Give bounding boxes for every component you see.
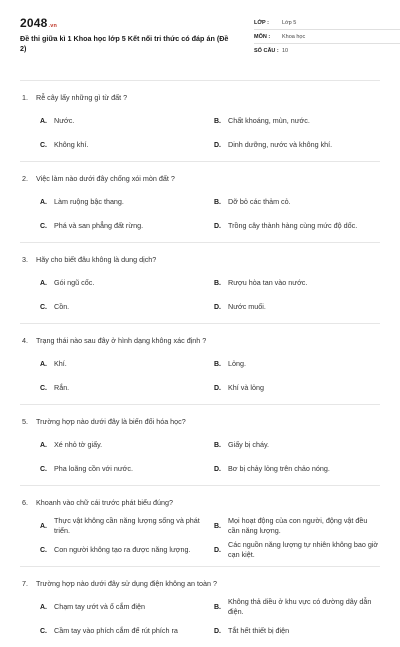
question-item xyxy=(20,242,380,323)
question-stem xyxy=(22,496,380,508)
option-letter: D. xyxy=(214,303,221,311)
option-letter: C. xyxy=(40,465,47,473)
option-text: Cồn. xyxy=(54,302,70,311)
answer-option[interactable] xyxy=(40,109,214,133)
exam-meta-table xyxy=(254,16,400,58)
option-text: Khí. xyxy=(54,359,67,368)
option-text: Không thả diều ở khu vực có đường dây dẫn điện. xyxy=(228,597,372,616)
option-text: Cầm tay vào phích cắm để rút phích ra xyxy=(54,626,178,635)
answer-option[interactable] xyxy=(40,214,214,238)
question-stem xyxy=(22,334,380,346)
meta-key: LỚP : xyxy=(254,19,269,26)
meta-row-subject xyxy=(254,30,400,44)
option-text: Thực vật không cần năng lượng sống và phát triển. xyxy=(54,516,200,535)
question-text: Hãy cho biết đâu không là dung dịch? xyxy=(36,254,157,264)
option-text: Lỏng. xyxy=(228,359,246,368)
question-item xyxy=(20,80,380,161)
option-letter: B. xyxy=(214,117,221,125)
option-text: Nước muối. xyxy=(228,302,266,311)
question-text: Trạng thái nào sau đây ở hình dạng không xác định ? xyxy=(36,335,207,345)
logo-suffix: .vn xyxy=(48,23,58,29)
option-text: Con người không tạo ra được năng lượng. xyxy=(54,545,191,554)
answer-option[interactable] xyxy=(40,190,214,214)
answer-option[interactable] xyxy=(40,271,214,295)
option-letter: A. xyxy=(40,603,47,611)
option-text: Không khí. xyxy=(54,140,89,149)
option-text: Rắn. xyxy=(54,383,70,392)
option-text: Tắt hết thiết bị điện xyxy=(228,626,290,635)
question-text: Trường hợp nào dưới đây là biến đổi hóa học? xyxy=(36,416,186,426)
question-number: 4. xyxy=(22,335,28,345)
answer-options xyxy=(40,184,380,242)
option-letter: D. xyxy=(214,141,221,149)
option-letter: D. xyxy=(214,546,221,554)
question-stem xyxy=(22,577,380,589)
option-text: Các nguồn năng lượng tự nhiên không bao giờ cạn kiệt. xyxy=(228,540,379,559)
answer-option[interactable] xyxy=(40,433,214,457)
question-item xyxy=(20,566,380,647)
question-item xyxy=(20,323,380,404)
answer-option[interactable] xyxy=(214,109,388,133)
answer-option[interactable] xyxy=(40,514,214,538)
meta-value: 10 xyxy=(282,48,289,54)
answer-options xyxy=(40,508,380,566)
option-letter: A. xyxy=(40,117,47,125)
option-text: Phá và san phẳng đất rừng. xyxy=(54,221,144,230)
option-text: Khí và lỏng xyxy=(228,383,264,392)
answer-options xyxy=(40,589,380,647)
meta-row-count xyxy=(254,44,400,58)
site-logo[interactable] xyxy=(20,16,57,30)
option-letter: B. xyxy=(214,603,221,611)
meta-value: Khoa học xyxy=(282,33,306,40)
option-letter: D. xyxy=(214,465,221,473)
answer-option[interactable] xyxy=(214,133,388,157)
option-letter: B. xyxy=(214,441,221,449)
question-stem xyxy=(22,415,380,427)
answer-option[interactable] xyxy=(40,376,214,400)
answer-option[interactable] xyxy=(214,295,388,319)
meta-value: Lớp 5 xyxy=(282,19,297,26)
question-item xyxy=(20,404,380,485)
option-letter: C. xyxy=(40,627,47,635)
answer-option[interactable] xyxy=(40,295,214,319)
option-text: Làm ruộng bậc thang. xyxy=(54,197,124,206)
answer-options xyxy=(40,103,380,161)
question-text: Rễ cây lấy những gì từ đất ? xyxy=(36,92,128,102)
page-header xyxy=(20,16,380,74)
option-letter: D. xyxy=(214,222,221,230)
option-text: Dỡ bỏ các thảm cỏ. xyxy=(228,197,291,206)
option-letter: C. xyxy=(40,546,47,554)
meta-row-grade xyxy=(254,16,400,30)
option-text: Rượu hòa tan vào nước. xyxy=(228,278,308,287)
option-letter: A. xyxy=(40,198,47,206)
answer-option[interactable] xyxy=(214,595,388,619)
answer-option[interactable] xyxy=(214,214,388,238)
answer-option[interactable] xyxy=(214,619,388,643)
option-letter: A. xyxy=(40,279,47,287)
answer-option[interactable] xyxy=(214,514,388,538)
question-number: 6. xyxy=(22,497,28,507)
question-text: Trường hợp nào dưới đây sử dụng điện không an toàn ? xyxy=(36,578,217,588)
meta-key: MÔN : xyxy=(254,33,271,40)
option-letter: B. xyxy=(214,198,221,206)
page-title: Đề thi giữa kì 1 Khoa học lớp 5 Kết nối tri thức có đáp án (Đề 2) xyxy=(20,34,229,53)
answer-option[interactable] xyxy=(40,595,214,619)
option-letter: A. xyxy=(40,441,47,449)
answer-option[interactable] xyxy=(214,538,388,562)
option-letter: D. xyxy=(214,627,221,635)
answer-option[interactable] xyxy=(40,538,214,562)
option-letter: C. xyxy=(40,141,47,149)
question-stem xyxy=(22,91,380,103)
answer-option[interactable] xyxy=(214,271,388,295)
option-letter: C. xyxy=(40,303,47,311)
logo-text: 2048 xyxy=(20,16,48,30)
option-text: Chạm tay ướt và ổ cắm điện xyxy=(54,602,146,611)
question-list xyxy=(20,80,380,647)
option-letter: A. xyxy=(40,522,47,530)
option-letter: B. xyxy=(214,360,221,368)
answer-option[interactable] xyxy=(40,457,214,481)
answer-option[interactable] xyxy=(40,352,214,376)
option-letter: D. xyxy=(214,384,221,392)
question-number: 7. xyxy=(22,578,28,588)
option-text: Xé nhỏ tờ giấy. xyxy=(54,440,103,449)
option-letter: C. xyxy=(40,222,47,230)
question-text: Việc làm nào dưới đây chống xói mòn đất ? xyxy=(36,173,175,183)
option-text: Nước. xyxy=(54,116,75,125)
question-text: Khoanh vào chữ cái trước phát biểu đúng? xyxy=(36,497,174,507)
option-letter: B. xyxy=(214,522,221,530)
answer-options xyxy=(40,265,380,323)
option-text: Pha loãng cồn với nước. xyxy=(54,464,133,473)
answer-option[interactable] xyxy=(214,190,388,214)
question-item xyxy=(20,485,380,566)
question-number: 1. xyxy=(22,92,28,102)
option-text: Dinh dưỡng, nước và không khí. xyxy=(228,140,333,149)
answer-options xyxy=(40,427,380,485)
answer-option[interactable] xyxy=(40,133,214,157)
question-item xyxy=(20,161,380,242)
question-number: 3. xyxy=(22,254,28,264)
option-letter: A. xyxy=(40,360,47,368)
option-text: Bơ bị chảy lỏng trên chảo nóng. xyxy=(228,464,330,473)
answer-option[interactable] xyxy=(214,352,388,376)
question-number: 5. xyxy=(22,416,28,426)
option-text: Giấy bị cháy. xyxy=(228,440,270,449)
option-text: Gói ngũ cốc. xyxy=(54,278,95,287)
answer-options xyxy=(40,346,380,404)
answer-option[interactable] xyxy=(214,376,388,400)
question-number: 2. xyxy=(22,173,28,183)
option-text: Trồng cây thành hàng cùng mức độ dốc. xyxy=(228,221,358,230)
answer-option[interactable] xyxy=(40,619,214,643)
option-text: Mọi hoạt động của con người, động vật đều cần năng lượng. xyxy=(228,516,368,535)
question-stem xyxy=(22,253,380,265)
option-letter: C. xyxy=(40,384,47,392)
meta-key: SỐ CÂU : xyxy=(254,48,279,54)
question-stem xyxy=(22,172,380,184)
answer-option[interactable] xyxy=(214,433,388,457)
option-text: Chất khoáng, mùn, nước. xyxy=(228,116,310,125)
option-letter: B. xyxy=(214,279,221,287)
answer-option[interactable] xyxy=(214,457,388,481)
